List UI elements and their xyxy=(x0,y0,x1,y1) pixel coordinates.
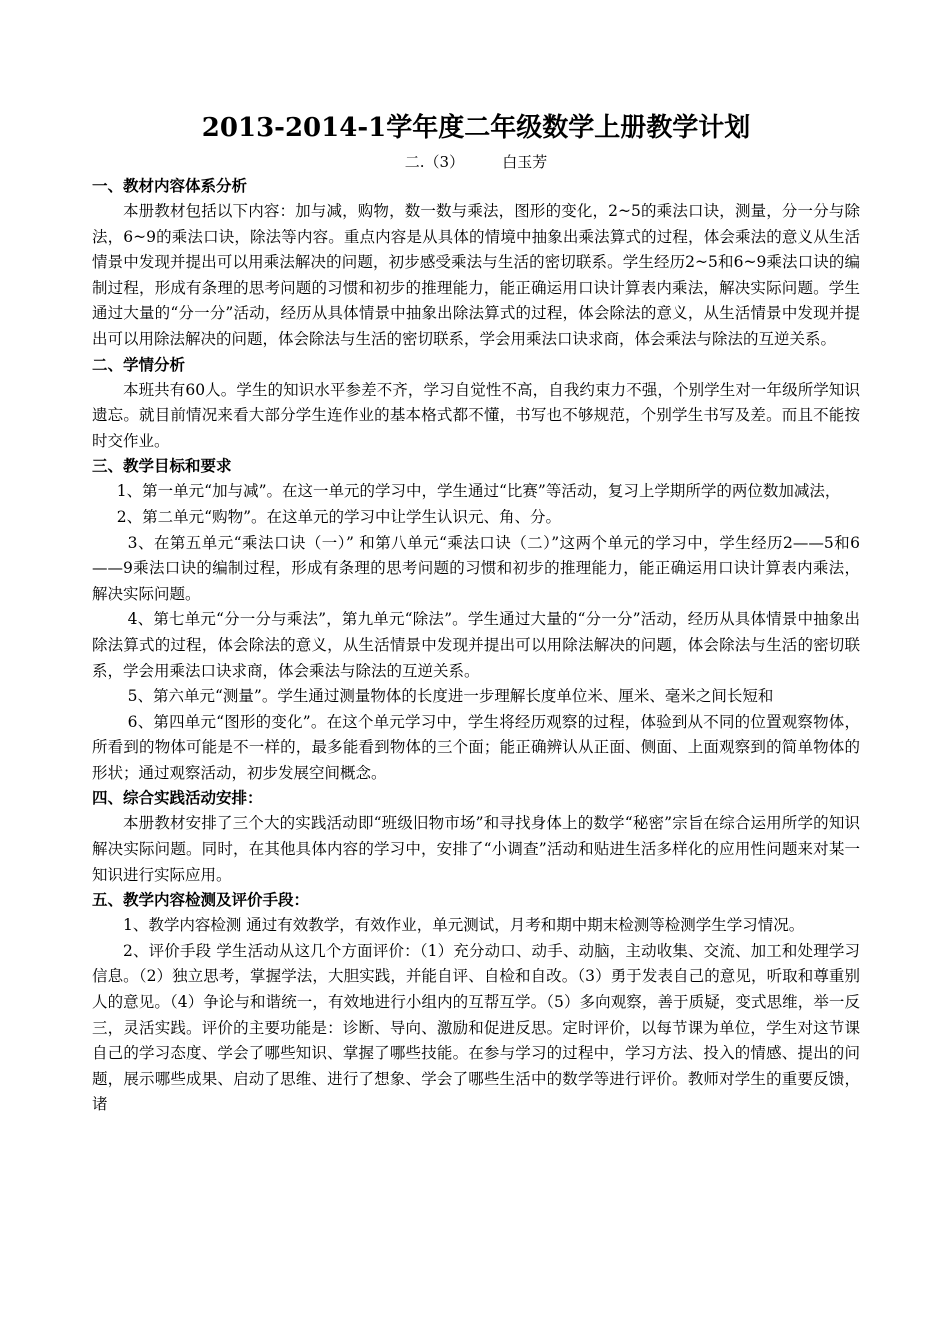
section-paragraph: 本册教材安排了三个大的实践活动即“班级旧物市场”和寻找身体上的数学“秘密”宗旨在综合运用所学的知识解决实际问题。同时，在其他具体内容的学习中，安排了“小调查”活动和贴进生活多样化的应用性问题来对某一知识进行实际应用。 xyxy=(92,814,860,884)
goal-item-2: 2、第二单元“购物”。在这单元的学习中让学生认识元、角、分。 xyxy=(116,507,562,526)
section-paragraph: 本册教材包括以下内容：加与减，购物，数一数与乘法，图形的变化，2~5的乘法口诀，测量，分一分与除法，6~9的乘法口诀，除法等内容。重点内容是从具体的情境中抽象出乘法算式的过程，体会乘法的意义从生活情景中发现并提出可以用乘法解决的问题，初步感受乘法与生活的密切联系。学生经历2~5和6~9乘法口诀的编制过程，形成有条理的思考问题的习惯和初步的推理能力，能正确运用口诀计算表内乘法，解决实际问题。学生通过大量的“分一分”活动，经历从具体情景中抽象出除法算式的过程，体会除法的意义，从生活情景中发现并提出可以用除法解决的问题，体会除法与生活的密切联系，学会用乘法口诀求商，体会乘法与除法的互逆关系。 xyxy=(92,202,860,348)
assessment-item-2: 2、评价手段 学生活动从这几个方面评价：（1）充分动口、动手、动脑，主动收集、交流、加工和处理学习信息。（2）独立思考，掌握学法，大胆实践，并能自评、自检和自改。（3）勇于发表自己的意见，听取和尊重别人的意见。（4）争论与和谐统一，有效地进行小组内的互帮互学。（5）多向观察，善于质疑，变式思维，举一反三，灵活实践。评价的主要功能是：诊断、导向、激励和促进反思。定时评价，以每节课为单位，学生对这节课自己的学习态度、学会了哪些知识、掌握了哪些技能。在参与学习的过程中，学习方法、投入的情感、提出的问题，展示哪些成果、启动了思维、进行了想象、学会了哪些生活中的数学等进行评价。教师对学生的重要反馈，诸 xyxy=(92,941,860,1114)
document-page xyxy=(92,110,860,1118)
section-heading-practice-activities: 四、综合实践活动安排： xyxy=(92,789,263,808)
section-heading-student-analysis: 二、学情分析 xyxy=(92,355,186,374)
document-subtitle: 二.（3） 白玉芳 xyxy=(404,153,548,171)
section-heading-content-analysis: 一、教材内容体系分析 xyxy=(92,177,248,195)
goal-item-3: 3、在第五单元“乘法口诀（一）” 和第八单元“乘法口诀（二）”这两个单元的学习中，学生经历2——5和6——9乘法口诀的编制过程，形成有条理的思考问题的习惯和初步的推理能力，能正确运用口诀计算表内乘法，解决实际问题。 xyxy=(92,533,860,603)
goal-item-6: 6、第四单元“图形的变化”。在这个单元学习中，学生将经历观察的过程，体验到从不同的位置观察物体，所看到的物体可能是不一样的，最多能看到物体的三个面；能正确辨认从正面、侧面、上面观察到的简单物体的形状；通过观察活动，初步发展空间概念。 xyxy=(92,712,860,782)
assessment-item-1: 1、教学内容检测 通过有效教学，有效作业，单元测试，月考和期中期末检测等检测学生学习情况。 xyxy=(123,916,805,935)
section-heading-goals: 三、教学目标和要求 xyxy=(92,457,232,476)
goal-item-1: 1、第一单元“加与减”。在这一单元的学习中，学生通过“比赛”等活动，复习上学期所学的两位数加减法， xyxy=(116,482,841,501)
goal-item-5: 5、第六单元“测量”。学生通过测量物体的长度进一步理解长度单位米、厘米、毫米之间长短和 xyxy=(127,687,774,706)
section-heading-assessment: 五、教学内容检测及评价手段： xyxy=(92,891,310,910)
section-paragraph: 本班共有60人。学生的知识水平参差不齐，学习自觉性不高，自我约束力不强，个别学生对一年级所学知识遗忘。就目前情况来看大部分学生连作业的基本格式都不懂，书写也不够规范，个别学生书写及差。而且不能按时交作业。 xyxy=(92,380,860,450)
document-title: 2013-2014-1学年度二年级数学上册教学计划 xyxy=(201,113,751,143)
goal-item-4: 4、第七单元“分一分与乘法”，第九单元“除法”。学生通过大量的“分一分”活动，经历从具体情景中抽象出除法算式的过程，体会除法的意义，从生活情景中发现并提出可以用除法解决的问题，体会除法与生活的密切联系，学会用乘法口诀求商，体会乘法与除法的互逆关系。 xyxy=(92,610,860,680)
